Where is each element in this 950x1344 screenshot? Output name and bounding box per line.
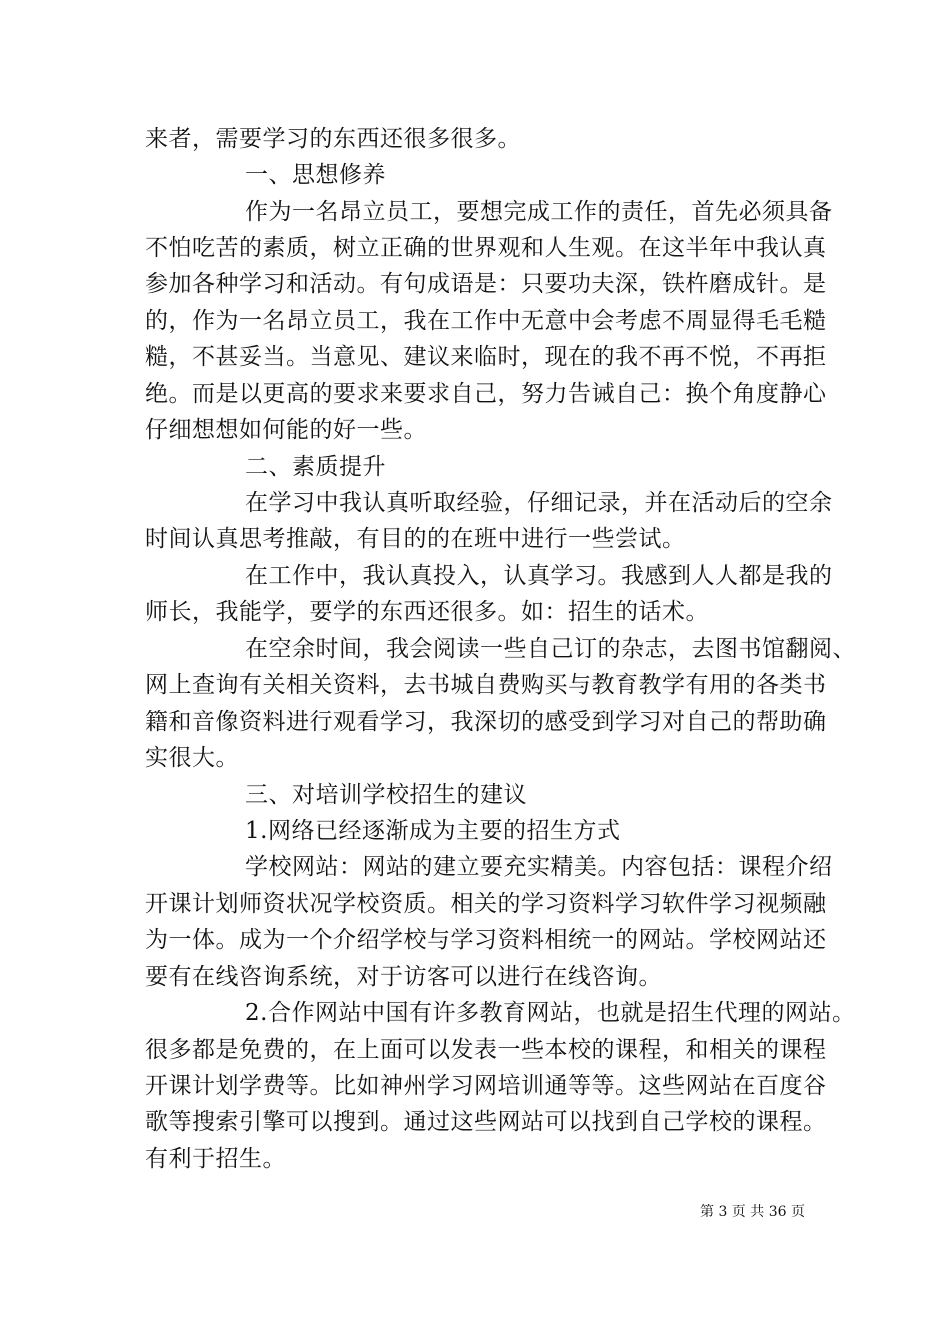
text-line: 不怕吃苦的素质，树立正确的世界观和人生观。在这半年中我认真	[145, 235, 827, 261]
text-line: 学校网站：网站的建立要充实精美。内容包括：课程介绍	[245, 854, 833, 880]
text-line: 要有在线咨询系统，对于访客可以进行在线咨询。	[145, 964, 662, 990]
text-line: 实很大。	[145, 745, 239, 771]
text-line: 师长，我能学，要学的东西还很多。如：招生的话术。	[145, 599, 709, 625]
text-line: 时间认真思考推敲，有目的的在班中进行一些尝试。	[145, 526, 686, 552]
text-line: 的，作为一名昂立员工，我在工作中无意中会考虑不周显得毛毛糙	[145, 308, 827, 334]
section-heading: 一、思想修养	[245, 162, 386, 188]
text-line: 糙，不甚妥当。当意见、建议来临时，现在的我不再不悦，不再拒	[145, 344, 827, 370]
text-line: 参加各种学习和活动。有句成语是：只要功夫深，铁杵磨成针。是	[145, 271, 827, 297]
text-line: 作为一名昂立员工，要想完成工作的责任，首先必须具备	[245, 199, 833, 225]
text-line: 绝。而是以更高的要求来要求自己，努力告诫自己：换个角度静心	[145, 381, 827, 407]
text-line: 在空余时间，我会阅读一些自己订的杂志，去图书馆翻阅、	[245, 636, 856, 662]
text-line: 很多都是免费的，在上面可以发表一些本校的课程，和相关的课程	[145, 1037, 827, 1063]
text-line: 仔细想想如何能的好一些。	[145, 417, 427, 443]
text-line: 开课计划学费等。比如神州学习网培训通等等。这些网站在百度谷	[145, 1073, 827, 1099]
text-line: 在工作中，我认真投入，认真学习。我感到人人都是我的	[245, 563, 833, 589]
text-line: 有利于招生。	[145, 1146, 286, 1172]
text-line: 籍和音像资料进行观看学习，我深切的感受到学习对自己的帮助确	[145, 709, 827, 735]
text-line: 来者，需要学习的东西还很多很多。	[145, 126, 521, 152]
text-line: 开课计划师资状况学校资质。相关的学习资料学习软件学习视频融	[145, 891, 827, 917]
text-line: 在学习中我认真听取经验，仔细记录，并在活动后的空余	[245, 490, 833, 516]
text-line: 为一体。成为一个介绍学校与学习资料相统一的网站。学校网站还	[145, 927, 827, 953]
subsection-heading: 1.网络已经逐渐成为主要的招生方式	[245, 818, 621, 844]
section-heading: 三、对培训学校招生的建议	[245, 782, 527, 808]
page-number: 第 3 页 共 36 页	[700, 1204, 805, 1220]
text-line: 网上查询有关相关资料，去书城自费购买与教育教学有用的各类书	[145, 672, 827, 698]
text-line: 2.合作网站中国有许多教育网站，也就是招生代理的网站。	[245, 1000, 856, 1026]
text-line: 歌等搜索引擎可以搜到。通过这些网站可以找到自己学校的课程。	[145, 1109, 827, 1135]
section-heading: 二、素质提升	[245, 454, 386, 480]
